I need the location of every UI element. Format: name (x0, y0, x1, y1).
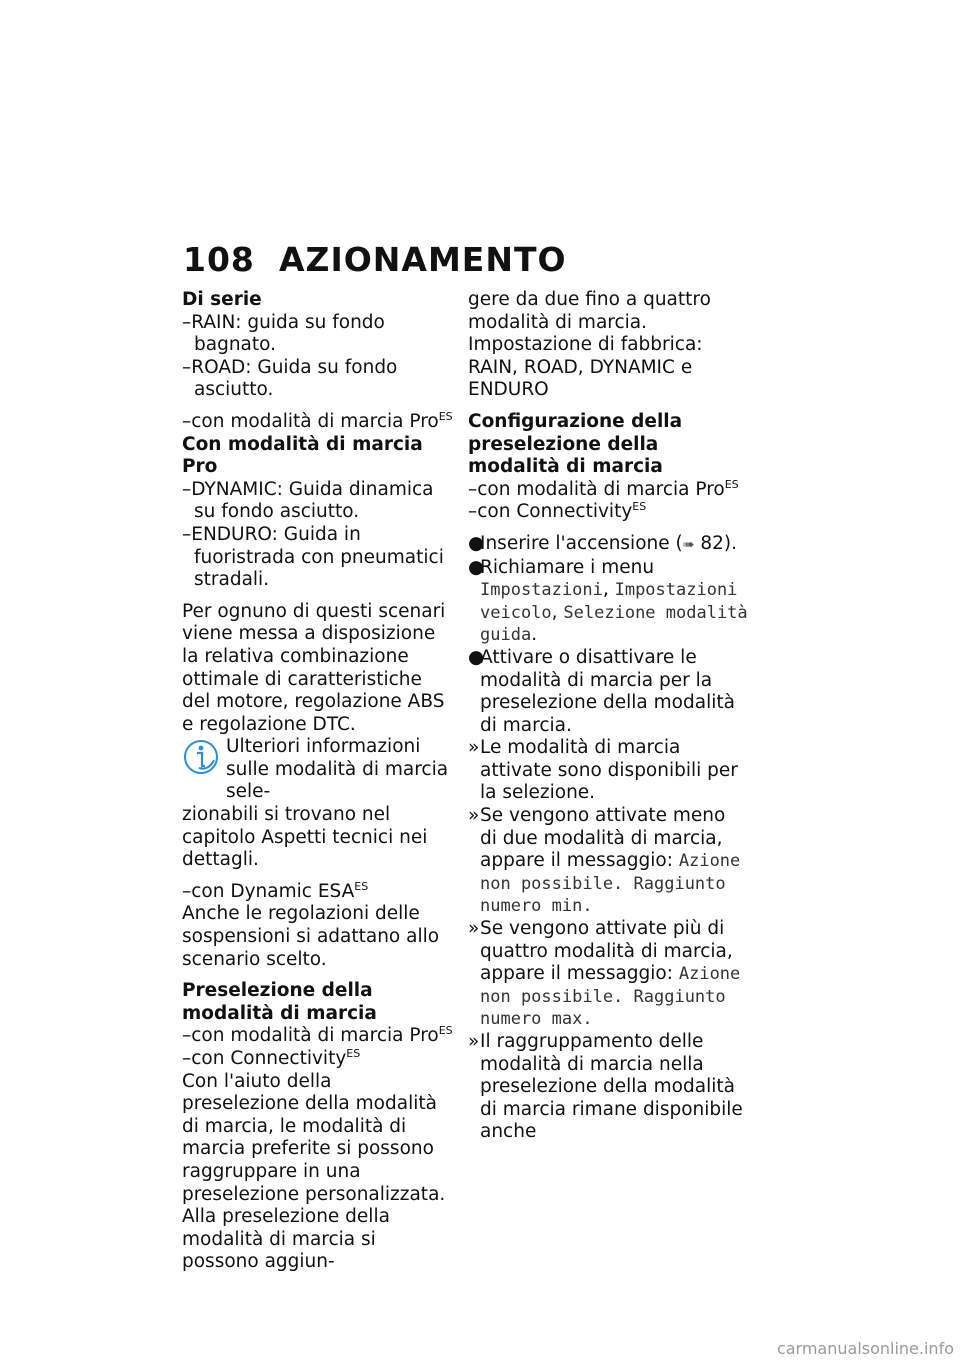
heading-configuration: Configurazione della preselezione della modalità di marcia (468, 410, 683, 478)
mode-dynamic: –DYNAMIC: Guida dinamica su fondo asciutto. (182, 478, 434, 523)
mode-rain: –RAIN: guida su fondo bagnato. (182, 311, 385, 356)
special-equipment-mark: ES (354, 879, 369, 893)
heading-riding-modes-pro: Con modalità di marcia Pro (182, 433, 423, 478)
result-max: » Se vengono attivate più di quattro modalità di marcia, appare il messaggio: Azione non possibile. Raggiunto numero max. (468, 918, 741, 1030)
result-icon: » (468, 805, 480, 827)
paragraph-add-modes: Alla preselezione della modalità di marcia si possono aggiun- (182, 1206, 390, 1273)
mode-enduro: –ENDURO: Guida in fuoristrada con pneumatici stradali. (182, 523, 444, 591)
page-reference-link[interactable]: 82 (700, 532, 724, 554)
paragraph-factory-setting: Impostazione di fabbrica: RAIN, ROAD, DYNAMIC e ENDURO (468, 334, 703, 401)
info-note: Ulteriori informazioni sulle modalità di marcia sele- (182, 736, 454, 804)
special-equipment-mark: ES (438, 409, 453, 423)
bullet-icon: ● (468, 646, 485, 668)
special-equipment-mark: ES (724, 477, 739, 491)
heading-preselection: Preselezione della modalità di marcia (182, 980, 377, 1024)
chapter-title: AZIONAMENTO (279, 240, 567, 279)
menu-vehicle-settings: Impostazioni veicolo (480, 580, 738, 623)
option-connectivity: –con Connectivity$^{ES}$ (182, 1047, 361, 1069)
result-icon: » (468, 918, 480, 940)
message-min: Azione non possibile. Raggiunto numero min. (480, 851, 741, 917)
bullet-icon: ● (468, 532, 485, 554)
special-equipment-mark: ES (346, 1047, 361, 1060)
page-header (183, 240, 567, 279)
special-equipment-mark: ES (632, 500, 647, 514)
bullet-icon: ● (468, 556, 485, 578)
option-riding-modes-pro-2: –con modalità di marcia Pro$^{ES}$ (182, 1024, 453, 1047)
heading-standard: Di serie (182, 289, 262, 310)
right-column (468, 289, 748, 1144)
page-reference-arrow-icon: ➠ (682, 536, 695, 553)
info-note-tail: zionabili si trovano nel capitolo Aspetti tecnici nei dettagli. (182, 804, 428, 871)
menu-riding-mode-selection: Selezione modalità guida (480, 602, 748, 646)
watermark: carmanualsonline.info (776, 1339, 954, 1358)
paragraph-suspension: Anche le regolazioni delle sospensioni si adattano allo scenario scelto. (182, 903, 440, 970)
page-number: 108 (183, 240, 255, 279)
paragraph-scenarios: Per ognuno di questi scenari viene messa a disposizione la relativa combinazione ottimale di caratteristiche del motore, regolazione ABS e regolazione DTC. (182, 600, 446, 735)
special-equipment-mark: ES (438, 1024, 453, 1038)
result-min: » Se vengono attivate meno di due modalità di marcia, appare il messaggio: Azione non possibile. Raggiunto numero min. (468, 805, 741, 917)
info-icon (182, 738, 220, 776)
option-dynamic-esa: –con Dynamic $ESA^{ES}$ (182, 879, 369, 902)
result-icon: » (468, 737, 480, 759)
left-column (182, 289, 454, 1274)
menu-settings: Impostazioni (480, 580, 603, 601)
mode-road: –ROAD: Guida su fondo asciutto. (182, 356, 398, 401)
result-grouping: » Il raggruppamento delle modalità di marcia nella preselezione della modalità di marcia rimane disponibile anche (468, 1031, 743, 1143)
step-ignition: ● Inserire l'accensione (➠ 82). (468, 532, 738, 554)
paragraph-add-modes-cont: gere da due fino a quattro modalità di marcia. (468, 289, 711, 333)
paragraph-preselection: Con l'aiuto della preselezione della modalità di marcia, le modalità di marcia preferite si possono raggruppare in una preselezione personalizzata. (182, 1070, 446, 1205)
option-riding-modes-pro-3: –con modalità di marcia Pro$^{ES}$ (468, 477, 739, 500)
step-open-menu: ● Richiamare i menu Impostazioni, Impostazioni veicolo, Selezione modalità guida. (468, 556, 748, 646)
option-connectivity-2: –con Connectivity$^{ES}$ (468, 500, 647, 523)
step-toggle-modes: ● Attivare o disattivare le modalità di marcia per la preselezione della modalità di marcia. (468, 646, 735, 736)
result-icon: » (468, 1031, 480, 1052)
result-available: » Le modalità di marcia attivate sono disponibili per la selezione. (468, 737, 738, 804)
option-riding-modes-pro: –con modalità di marcia Pro$^{ES}$ (182, 409, 453, 432)
message-max: Azione non possibile. Raggiunto numero max. (480, 964, 741, 1030)
